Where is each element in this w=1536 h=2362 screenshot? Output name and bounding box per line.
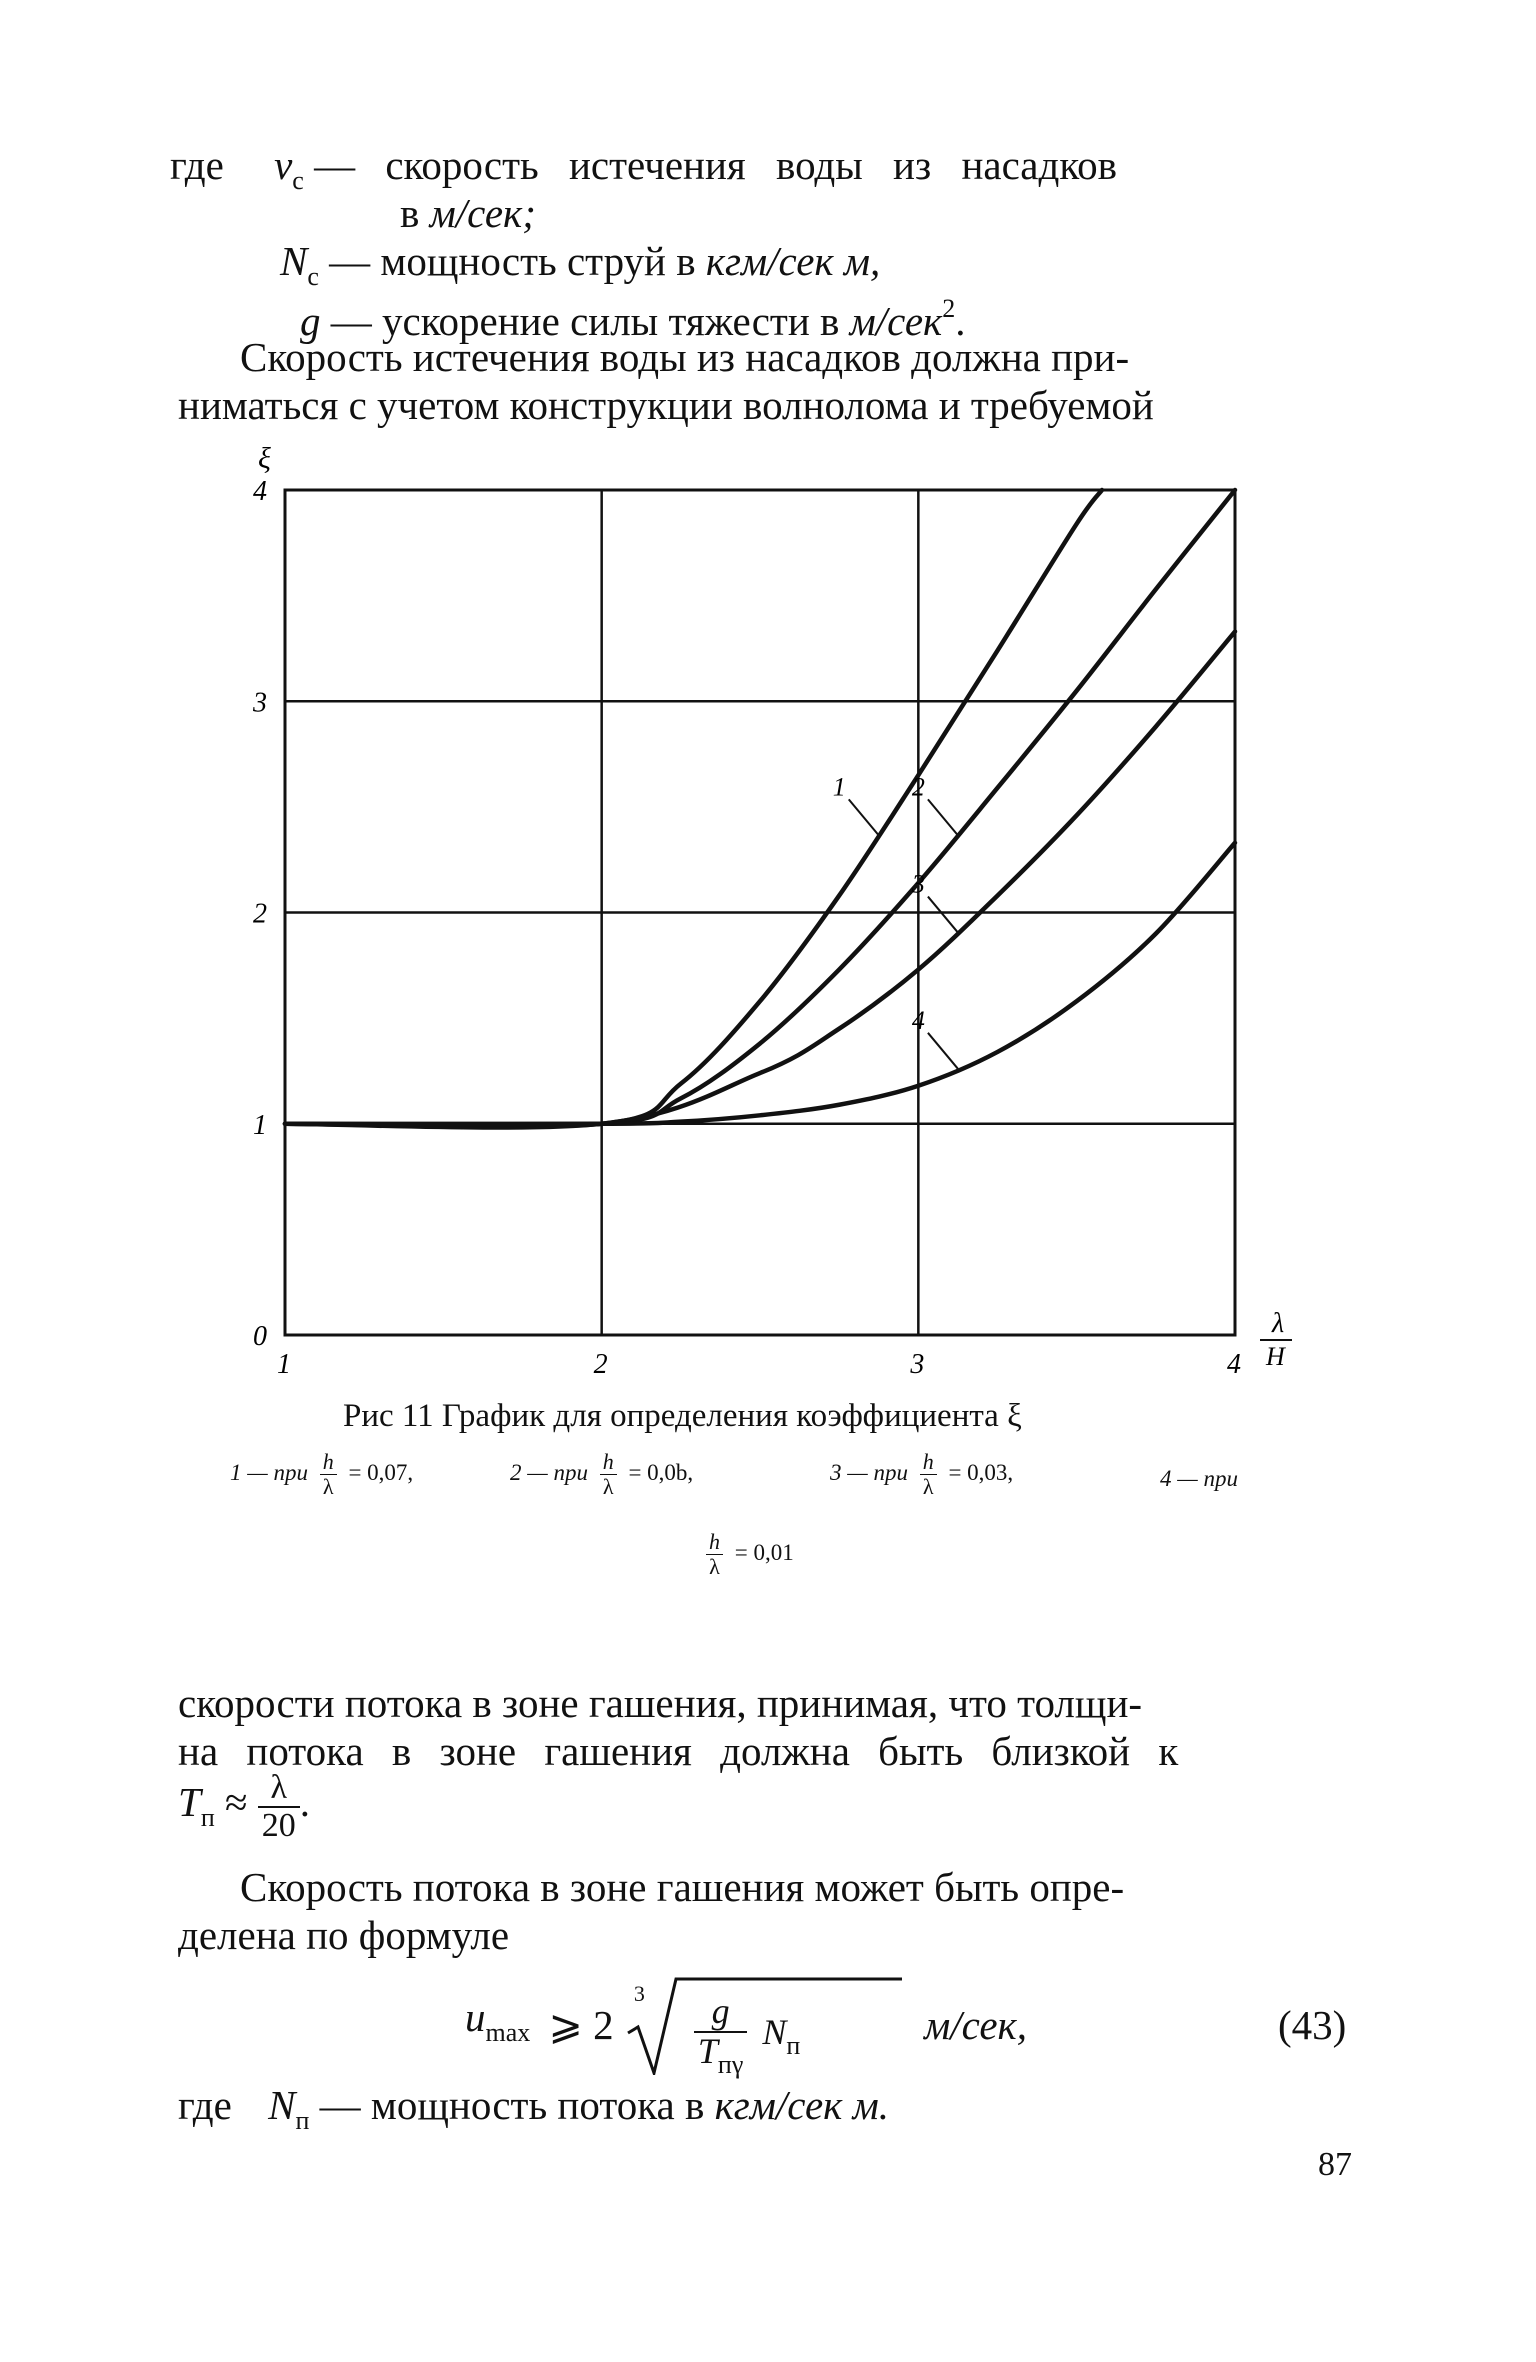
- x-tick-label: 2: [593, 1349, 608, 1380]
- symbol-vc: $v_с$: [274, 142, 304, 195]
- cube-root-icon: 3 $\frac{g}{T_{п\gamma}}$ $N_п$: [624, 1975, 904, 2075]
- where-line-nc: $N_с$ — мощность струй в кгм/сек м,: [280, 238, 881, 291]
- series-3-line: [285, 632, 1235, 1128]
- paragraph-line: Скорость потока в зоне гашения может быть опре-: [240, 1864, 1125, 1910]
- x-tick-label: 4: [1227, 1349, 1241, 1380]
- x-axis-label-numerator: λ: [1272, 1308, 1285, 1339]
- series-2-label: 2: [911, 772, 925, 802]
- legend-item-1: 1 — при $\frac{h}{\lambda}$ = 0,07,: [230, 1449, 414, 1500]
- xi-chart: [230, 440, 1320, 1400]
- paragraph-line: ниматься с учетом конструкции волнолома и требуемой: [178, 382, 1154, 428]
- symbol-nc: $N_с$: [280, 238, 319, 291]
- series-1-label: 1: [832, 772, 846, 802]
- paragraph-line: Скорость истечения воды из насадков должна при-: [240, 334, 1130, 380]
- series-4-leader: [928, 1033, 958, 1069]
- formula-43: $u_{max}$ ⩾ 2 3 $\frac{g}{T_{п\gamma}}$ $N_п$ м/сек,: [465, 1975, 1027, 2085]
- series-4-line: [285, 843, 1235, 1124]
- x-tick-label: 3: [910, 1349, 925, 1380]
- series-4-label: 4: [911, 1005, 925, 1035]
- series-3-label: 3: [911, 869, 925, 899]
- series-1-leader: [849, 799, 879, 835]
- y-tick-label: 4: [253, 476, 267, 507]
- where-line-g: g — ускорение силы тяжести в м/сек$^2$.: [300, 294, 966, 344]
- where-line-vc: где $v_с$ — скорость истечения воды из насадков: [170, 142, 1118, 195]
- page-number: 87: [1318, 2146, 1352, 2183]
- series-3-leader: [928, 897, 958, 933]
- tn-approx-line: $T_п$ ≈ $\frac{\lambda}{20}$ .: [178, 1769, 310, 1844]
- formula-lhs: $u_{max}$: [465, 1994, 531, 2047]
- where-line-unit: в м/сек;: [400, 190, 536, 236]
- paragraph-line: делена по формуле: [178, 1912, 510, 1958]
- series-2-leader: [928, 799, 958, 835]
- figure-caption: Рис 11 График для определения коэффициента ξ: [343, 1398, 1022, 1434]
- x-axis-label-denominator: H: [1266, 1342, 1285, 1371]
- y-tick-label: 1: [253, 1109, 267, 1141]
- y-tick-label: 0: [253, 1321, 267, 1352]
- equation-number: (43): [1278, 2002, 1347, 2048]
- y-axis-label: ξ: [258, 442, 271, 475]
- legend-item-4: 4 — при: [1160, 1466, 1238, 1491]
- y-tick-label: 2: [253, 898, 267, 930]
- series-2-line: [285, 490, 1235, 1126]
- legend-item-3: 3 — при $\frac{h}{\lambda}$ = 0,03,: [830, 1449, 1014, 1500]
- legend-item-2: 2 — при $\frac{h}{\lambda}$ = 0,0b,: [510, 1449, 694, 1500]
- paragraph-line: на потока в зоне гашения должна быть близкой к: [178, 1728, 1179, 1774]
- y-tick-label: 3: [253, 687, 267, 719]
- where-line-np: где $N_п$ — мощность потока в кгм/сек м.: [178, 2082, 889, 2135]
- vc-description: — скорость истечения воды из насадков: [314, 142, 1118, 188]
- legend-item-4-value: $\frac{h}{\lambda}$ = 0,01: [700, 1530, 794, 1579]
- x-tick-label: 1: [277, 1349, 291, 1380]
- paragraph-line: скорости потока в зоне гашения, принимая, что толщи-: [178, 1680, 1143, 1726]
